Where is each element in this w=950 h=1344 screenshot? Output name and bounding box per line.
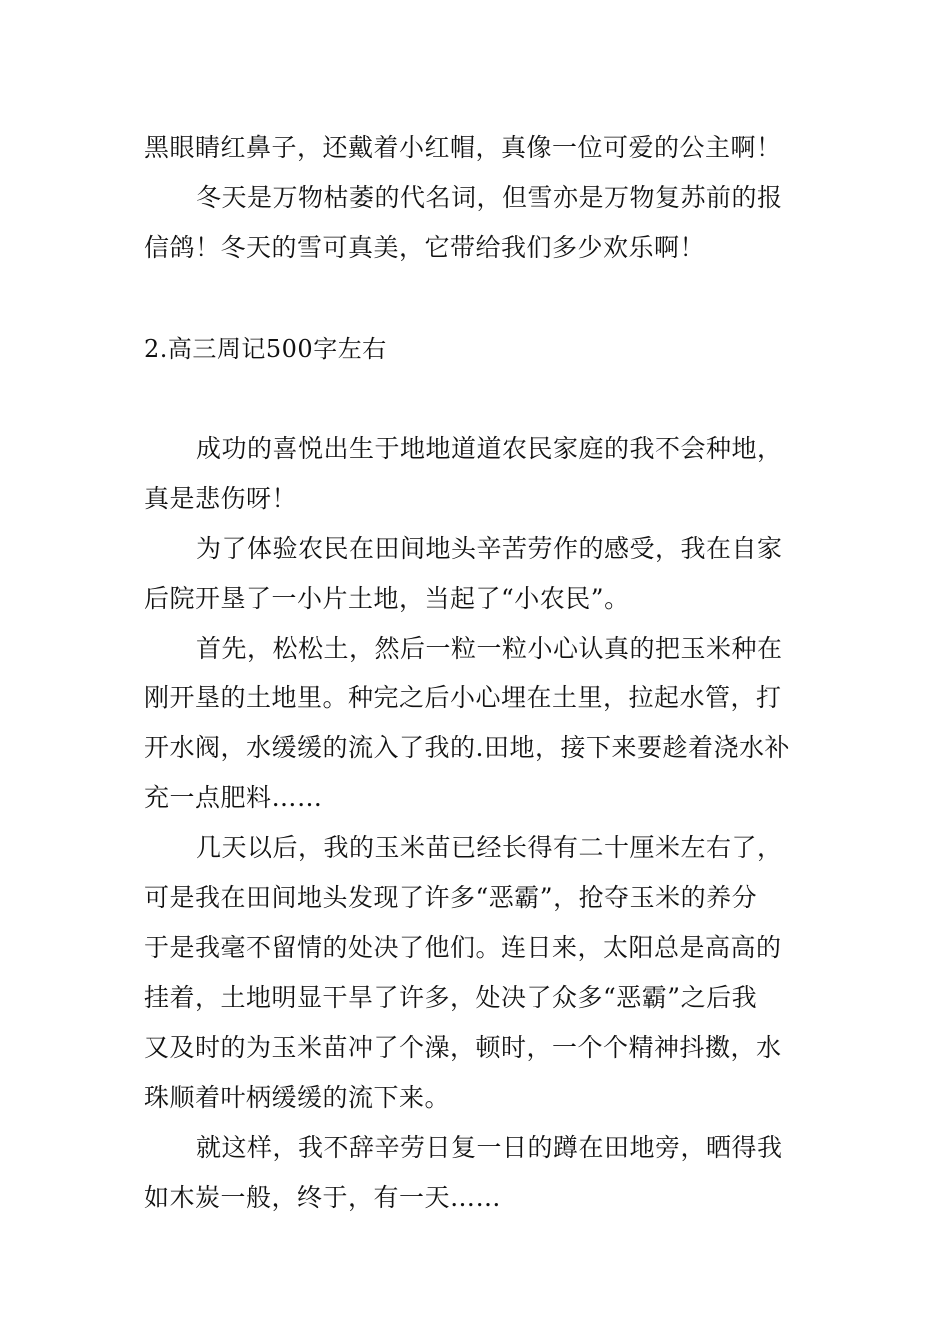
text-line: 如木炭一般，终于，有一天……: [144, 1183, 502, 1212]
text-line: 几天以后，我的玉米苗已经长得有二十厘米左右了，: [196, 833, 783, 862]
text-line: 冬天是万物枯萎的代名词，但雪亦是万物复苏前的报: [196, 183, 783, 212]
text-line: 挂着，土地明显干旱了许多，处决了众多“恶霸”之后我: [144, 983, 758, 1012]
text-line: 刚开垦的土地里。种完之后小心埋在土里，拉起水管，打: [144, 683, 782, 712]
text-line: 黑眼睛红鼻子，还戴着小红帽，真像一位可爱的公主啊！: [144, 133, 782, 162]
text-line: 成功的喜悦出生于地地道道农民家庭的我不会种地，: [196, 434, 783, 463]
text-line: 又及时的为玉米苗冲了个澡，顿时，一个个精神抖擞，水: [144, 1033, 782, 1062]
section-heading: 2.高三周记500字左右: [144, 335, 387, 363]
text-line: 珠顺着叶柄缓缓的流下来。: [144, 1083, 451, 1112]
text-line: 后院开垦了一小片土地，当起了“小农民”。: [144, 584, 630, 613]
text-line: 首先，松松土，然后一粒一粒小心认真的把玉米种在: [196, 634, 783, 663]
text-line: 为了体验农民在田间地头辛苦劳作的感受，我在自家: [196, 534, 783, 563]
text-line: 可是我在田间地头发现了许多“恶霸”，抢夺玉米的养分: [144, 883, 758, 912]
text-line: 就这样，我不辞辛劳日复一日的蹲在田地旁，晒得我: [196, 1133, 783, 1162]
text-line: 真是悲伤呀！: [144, 484, 298, 513]
text-line: 充一点肥料……: [144, 783, 323, 812]
text-line: 开水阀，水缓缓的流入了我的.田地，接下来要趁着浇水补: [144, 733, 790, 762]
text-line: 于是我毫不留情的处决了他们。连日来，太阳总是高高的: [144, 933, 782, 962]
text-line: 信鸽！冬天的雪可真美，它带给我们多少欢乐啊！: [144, 233, 706, 262]
